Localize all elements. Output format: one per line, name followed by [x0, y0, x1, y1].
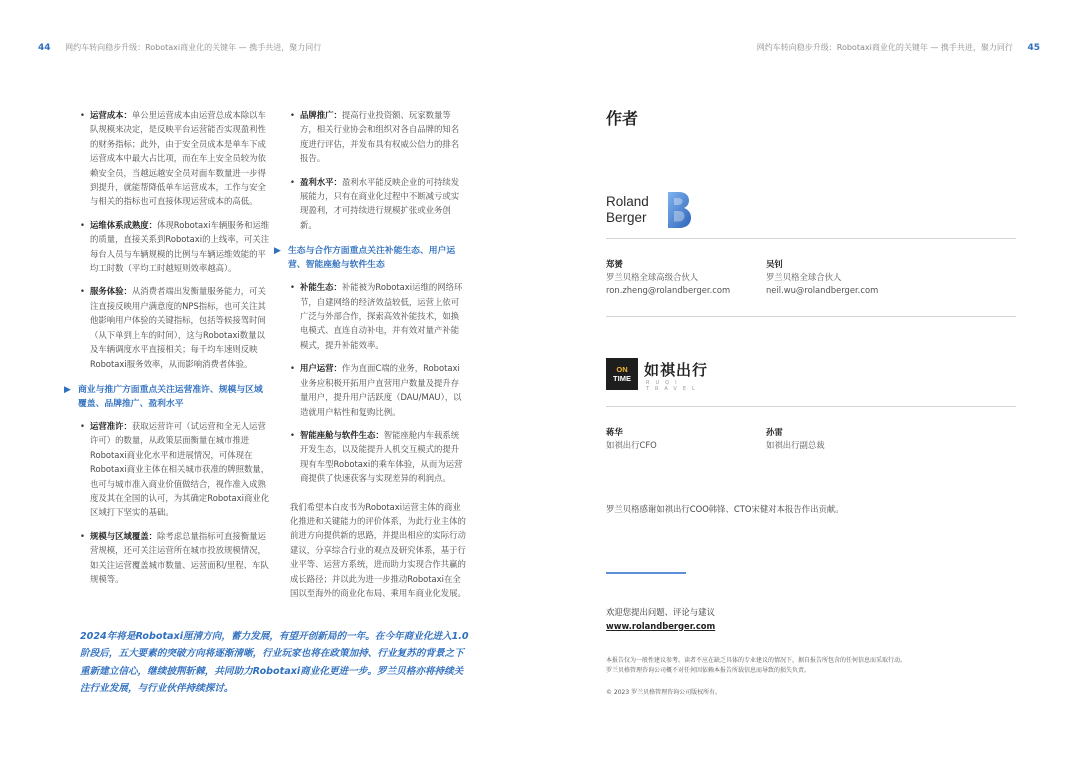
bullet-service-experience	[80, 284, 270, 370]
website-link[interactable]: www.rolandberger.com	[606, 620, 716, 631]
logo-line-1: Roland	[606, 194, 649, 209]
ruqi-subtitle: RUQI TRAVEL	[646, 380, 701, 392]
author-email[interactable]: neil.wu@rolandberger.com	[766, 285, 879, 295]
roland-berger-wordmark	[606, 194, 649, 226]
section-heading-text: 商业与推广方面重点关注运营准许、规模与区域覆盖、品牌推广、盈利水平	[78, 384, 263, 409]
bullet-smart-cockpit	[290, 428, 466, 486]
right-page-number: 45	[1027, 43, 1040, 53]
divider	[606, 316, 1016, 317]
logo-time-text: TIME	[613, 374, 631, 383]
left-column-1	[64, 108, 270, 595]
bullet-text: 盈利水平能反映企业的可持续发展能力，只有在商业化过程中不断减亏或实现盈利，才可持续进行规模扩张或业务创新。	[300, 176, 460, 230]
ontime-logo-icon	[606, 358, 638, 390]
bullet-profitability	[290, 175, 466, 233]
author-card	[766, 426, 825, 452]
divider	[606, 406, 1016, 407]
bullet-term: 盈利水平：	[300, 176, 342, 187]
right-page-header	[757, 42, 1040, 53]
bullet-term: 智能座舱与软件生态：	[300, 429, 384, 440]
bullet-text: 作为直面C端的业务，Robotaxi业务应积极开拓用户直营用户数量及提升存量用户，提升用户活跃度（DAU/MAU），以造就用户粘性和复购比例。	[300, 363, 462, 417]
left-header-title: 网约车转向稳步升级：Robotaxi商业化的关键年 — 携手共进，聚力同行	[65, 43, 322, 52]
bullet-text: 智能座舱内车载系统开发生态，以及能提升人机交互模式的提升现有车型Robotaxi的乘车体验，从而为运营商提供了快速获客与实现差异的利润点。	[300, 429, 463, 484]
copyright-text: © 2023 罗兰贝格管理咨询公司版权所有。	[606, 689, 722, 696]
bullet-text: 单公里运营成本由运营总成本除以车队规模来决定，是反映平台运营能否实现盈利性的财务指标；此外，由于安全员成本是单车下成运营成本中最大占比项，而在车上安全员较为依赖安全员，当越远越安全员对面车数量进一步得到提升，就能帮降低单车运营成本，工作与安全与相关的指标也可直接体现运营成本的高低。	[90, 110, 266, 207]
author-role: 如祺出行CFO	[606, 440, 657, 450]
triangle-right-icon: ▶	[274, 246, 281, 257]
feedback-label: 欢迎您提出问题、评论与建议	[606, 607, 715, 617]
bullet-user-operation	[290, 361, 466, 419]
left-column-2	[274, 108, 466, 600]
ruqi-travel-logo	[606, 358, 726, 392]
bullet-brand-promotion	[290, 108, 466, 166]
bullet-term: 规模与区域覆盖：	[90, 530, 157, 541]
author-role: 罗兰贝格全球高级合伙人	[606, 272, 699, 282]
roland-berger-logo	[606, 190, 696, 232]
accent-divider	[606, 572, 686, 574]
author-role: 如祺出行副总裁	[766, 440, 825, 450]
authors-heading: 作者	[606, 109, 639, 128]
triangle-right-icon: ▶	[64, 384, 71, 395]
left-page-number: 44	[38, 43, 51, 53]
logo-line-2: Berger	[606, 210, 647, 225]
roland-berger-b-icon	[666, 190, 692, 230]
bullet-text: 提高行业投资额、玩家数量等方，相关行业协会和组织对各自品牌的知名度进行评估，并发布具有权威公信力的排名报告。	[300, 110, 460, 164]
author-name: 孙雷	[766, 427, 783, 437]
author-email[interactable]: ron.zheng@rolandberger.com	[606, 285, 731, 295]
conclusion-statement: 2024年将是Robotaxi厘清方向，蓄力发展，有望开创新局的一年。在今年商业化进入1.0阶段后，五大要素的突破方向将逐渐清晰，行业玩家也将在政策加持、行业复苏的背景之下重新建立信心，继续披荆斩棘，共同助力Robotaxi商业化更进一步。罗兰贝格亦将持续关注行业发展，与行业伙伴持续探讨。	[80, 631, 469, 695]
bullet-text: 除考虑总量指标可直接衡量运营规模，还可关注运营所在城市投放规模情况，如关注运营覆盖城市数量、运营面积/里程、车队规模等。	[90, 530, 269, 584]
bullet-charging-ecosystem	[290, 280, 466, 352]
section-heading-text: 生态与合作方面重点关注补能生态、用户运营、智能座舱与软件生态	[288, 246, 456, 271]
section-heading-commercial	[64, 383, 270, 411]
section-heading-ecosystem	[274, 244, 466, 272]
bullet-term: 服务体验：	[90, 286, 132, 297]
author-card	[606, 426, 657, 452]
bullet-term: 补能生态：	[300, 282, 342, 293]
logo-on-text: ON	[616, 365, 628, 374]
right-header-title: 网约车转向稳步升级：Robotaxi商业化的关键年 — 携手共进，聚力同行	[756, 43, 1013, 52]
author-name: 吴钊	[766, 259, 783, 269]
bullet-term: 品牌推广：	[300, 110, 342, 120]
bullet-term: 运营准许：	[90, 420, 132, 431]
disclaimer-text: 本报告仅为一般性建议参考。读者不应在缺乏具体的专业建议的情况下，据自报告所包含的任何信息而采取行动。罗兰贝格管理咨询公司概不对任何因依赖本报告所载信息而导致的损失负责。	[606, 657, 907, 674]
author-role: 罗兰贝格全球合伙人	[766, 272, 842, 282]
feedback-block	[606, 606, 715, 633]
bullet-term: 用户运营：	[300, 363, 342, 374]
bullet-operating-cost	[80, 108, 270, 209]
author-card	[766, 258, 878, 297]
bullet-term: 运维体系成熟度：	[90, 219, 157, 230]
author-name: 蒋华	[606, 427, 623, 437]
bullet-text: 补能被为Robotaxi运维的网络环节，自建网络的经济效益较低，运营上依可广泛与外部合作，探索高效补能技术，如换电模式、直连自动补电，并有效对量产补能模式，提升补能效率。	[300, 282, 463, 350]
divider	[606, 238, 1016, 239]
bullet-text: 获取运营许可（试运营和全无人运营许可）的数量，从政策层面衡量在城市推进Robotaxi商业化水平和进展情况，可体现在Robotaxi商业主体在相关城市获准的牌照数量，也可与城市准入商业价值做结合，视作准入成熟度及其在全国的认可，为其确定Robotaxi商业化区域打下坚实的基础。	[90, 420, 270, 518]
bullet-term: 运营成本：	[90, 110, 132, 120]
closing-paragraph: 我们希望本白皮书为Robotaxi运营主体的商业化推进和关键能力的评价体系，为此行业主体的前进方向提供新的思路，并提出相应的实际行动建议，分享综合行业的观点及研究体系，基于行业平等、运营方系统，进而助力实现合作共赢的成长路径；并以此为进一步推动Robotaxi在全国以至海外的商业化布局、乘用车商业化发展。	[290, 501, 466, 598]
bullet-operating-permit	[80, 419, 270, 520]
bullet-scale-coverage	[80, 529, 270, 587]
left-page-header	[38, 42, 321, 53]
author-name: 郑赟	[606, 259, 623, 269]
ruqi-wordmark: 如祺出行	[644, 361, 709, 379]
author-card	[606, 258, 730, 297]
bullet-text: 体现Robotaxi车辆服务和运维的质量，直接关系到Robotaxi的上线率，可关注每台人员与车辆规模的比例与车辆运维效能的平均工时数（平均工时越短则效率越高）。	[90, 219, 270, 274]
acknowledgement-text: 罗兰贝格感谢如祺出行COO韩锋、CTO宋健对本报告作出贡献。	[606, 504, 844, 514]
bullet-text: 从消费者端出发衡量服务能力，可关注直接反映用户满意度的NPS指标，也可关注其他影响用户体验的关键指标，包括等候接驾时间（从下单到上车的时间），这与Robotaxi数量以及车辆调度水平直接相关；每千均车速则反映Robotaxi服务效率，从而影响消费者体验。	[90, 286, 266, 369]
bullet-maintenance-maturity	[80, 218, 270, 276]
